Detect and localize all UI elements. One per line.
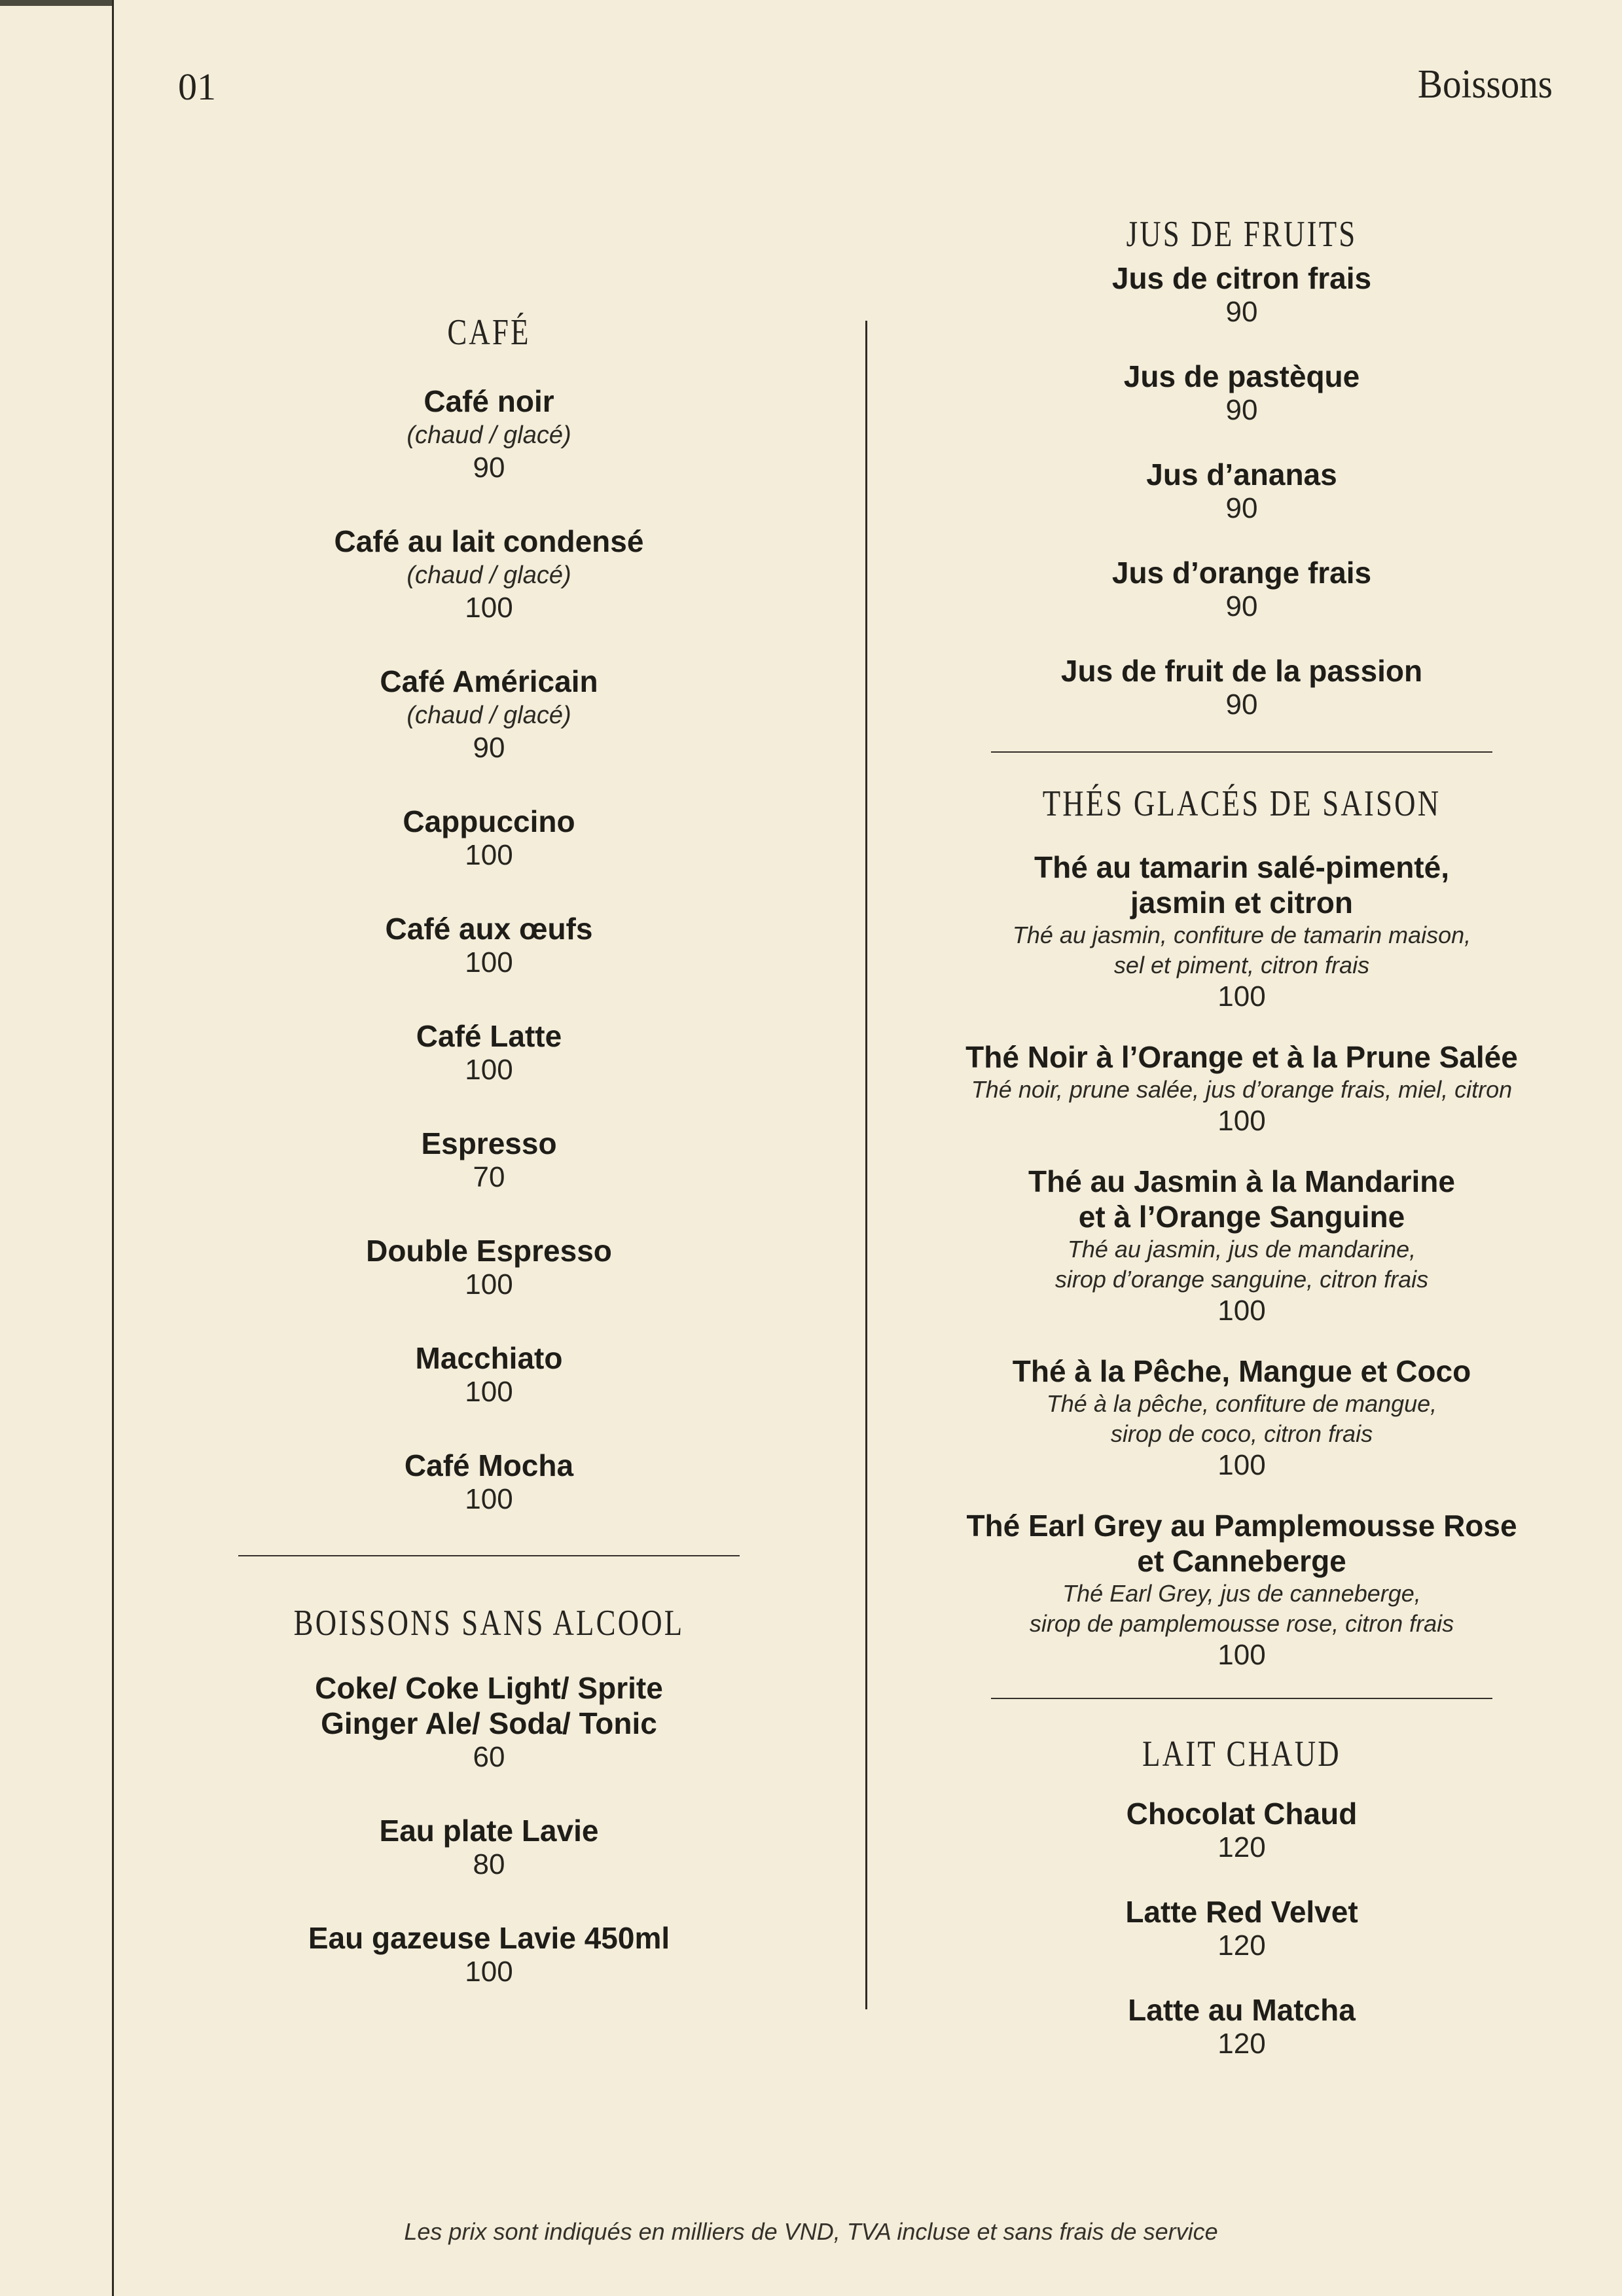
- right-column: [872, 216, 1612, 2090]
- item-description: Thé à la pêche, confiture de mangue,: [1046, 1390, 1437, 1417]
- item-name: Thé Earl Grey au Pamplemousse Rose: [966, 1509, 1517, 1543]
- left-column: [113, 314, 865, 2028]
- item-price: 100: [465, 592, 513, 624]
- item-name: Café aux œufs: [385, 912, 593, 946]
- item-name: Thé au Jasmin à la Mandarine: [1028, 1164, 1455, 1198]
- section-divider: [991, 1698, 1492, 1699]
- section-heading-cafe: CAFÉ: [447, 312, 531, 353]
- item-price: 100: [465, 1268, 513, 1300]
- item-name: Cappuccino: [403, 804, 575, 838]
- footer-note: Les prix sont indiqués en milliers de VND, TVA incluse et sans frais de service: [404, 2218, 1218, 2245]
- item-price: 100: [465, 1956, 513, 1988]
- item-price: 120: [1217, 2028, 1266, 2060]
- menu-item-cafe-latte: [113, 1018, 865, 1086]
- section-divider: [991, 751, 1492, 753]
- item-name: Café Latte: [416, 1019, 562, 1053]
- column-divider-rule: [865, 321, 867, 2009]
- item-name: Latte au Matcha: [1128, 1993, 1356, 2027]
- item-subtitle: (chaud / glacé): [406, 562, 571, 589]
- section-heading-lait-chaud: LAIT CHAUD: [1142, 1734, 1341, 1774]
- item-price: 90: [473, 732, 505, 764]
- item-name: Jus d’orange frais: [1111, 556, 1372, 590]
- item-name: Café Américain: [380, 664, 598, 698]
- menu-item-jus-passion: [872, 653, 1612, 721]
- menu-item-eau-gazeuse: [113, 1920, 865, 1988]
- item-price: 80: [473, 1848, 505, 1880]
- menu-item-chocolat-chaud: [872, 1796, 1612, 1864]
- page-title: Boissons: [1417, 62, 1553, 107]
- item-price: 100: [1217, 1449, 1266, 1481]
- menu-item-the-jasmin-mandarine: [872, 1164, 1612, 1327]
- item-name: Café noir: [424, 384, 554, 418]
- item-name: Espresso: [421, 1126, 557, 1160]
- item-price: 90: [1225, 689, 1258, 721]
- menu-item-double-espresso: [113, 1233, 865, 1301]
- item-description: sel et piment, citron frais: [1113, 952, 1370, 978]
- item-price: 100: [465, 1376, 513, 1408]
- menu-item-cafe-aux-oeufs: [113, 911, 865, 979]
- item-name: Coke/ Coke Light/ Sprite: [315, 1671, 663, 1705]
- item-name: Macchiato: [415, 1341, 563, 1375]
- menu-item-eau-plate: [113, 1813, 865, 1881]
- menu-item-the-noir-orange: [872, 1039, 1612, 1138]
- item-description: Thé au jasmin, jus de mandarine,: [1067, 1236, 1416, 1263]
- menu-item-jus-pasteque: [872, 359, 1612, 427]
- item-description: Thé Earl Grey, jus de canneberge,: [1062, 1580, 1421, 1607]
- item-name: Thé au tamarin salé-pimenté,: [1034, 850, 1449, 884]
- top-edge-strip: [0, 0, 112, 6]
- page-number: 01: [178, 65, 216, 108]
- item-price: 90: [1225, 296, 1258, 328]
- item-name: Café au lait condensé: [334, 524, 644, 558]
- item-name: Jus de citron frais: [1111, 261, 1372, 295]
- menu-item-cappuccino: [113, 804, 865, 872]
- menu-item-the-peche: [872, 1354, 1612, 1482]
- item-description: sirop d’orange sanguine, citron frais: [1054, 1266, 1429, 1293]
- item-name: Jus d’ananas: [1146, 457, 1337, 492]
- section-heading-jus-de-fruits: JUS DE FRUITS: [1126, 214, 1358, 255]
- item-description: sirop de coco, citron frais: [1110, 1420, 1373, 1447]
- item-name: et à l’Orange Sanguine: [1078, 1200, 1405, 1234]
- menu-item-latte-red-velvet: [872, 1894, 1612, 1962]
- item-price: 90: [473, 452, 505, 484]
- menu-item-latte-matcha: [872, 1992, 1612, 2060]
- item-price: 90: [1225, 394, 1258, 426]
- item-price: 100: [465, 1054, 513, 1086]
- menu-item-the-earl-grey: [872, 1508, 1612, 1672]
- item-price: 100: [1217, 980, 1266, 1013]
- menu-item-the-tamarin: [872, 850, 1612, 1013]
- item-name: Latte Red Velvet: [1125, 1895, 1358, 1929]
- item-description: Thé au jasmin, confiture de tamarin maison,: [1012, 922, 1471, 948]
- item-price: 90: [1225, 590, 1258, 622]
- item-price: 120: [1217, 1831, 1266, 1863]
- item-name: Double Espresso: [366, 1234, 612, 1268]
- item-price: 120: [1217, 1929, 1266, 1962]
- menu-item-cafe-mocha: [113, 1448, 865, 1516]
- menu-item-jus-citron: [872, 260, 1612, 329]
- item-name: Ginger Ale/ Soda/ Tonic: [321, 1706, 657, 1740]
- menu-item-jus-ananas: [872, 457, 1612, 525]
- section-heading-boissons-sans-alcool: BOISSONS SANS ALCOOL: [293, 1603, 685, 1643]
- item-subtitle: (chaud / glacé): [406, 702, 571, 729]
- item-price: 60: [473, 1741, 505, 1773]
- item-description: sirop de pamplemousse rose, citron frais: [1029, 1610, 1454, 1637]
- item-name: Thé à la Pêche, Mangue et Coco: [1012, 1354, 1471, 1388]
- menu-item-espresso: [113, 1126, 865, 1194]
- item-name: Thé Noir à l’Orange et à la Prune Salée: [965, 1040, 1518, 1074]
- item-name: jasmin et citron: [1130, 886, 1353, 920]
- item-subtitle: (chaud / glacé): [406, 422, 571, 449]
- section-divider: [238, 1555, 740, 1556]
- menu-item-macchiato: [113, 1340, 865, 1408]
- item-name: Eau plate Lavie: [379, 1814, 599, 1848]
- item-price: 100: [465, 1483, 513, 1515]
- menu-item-cafe-au-lait: [113, 524, 865, 624]
- item-name: Jus de pastèque: [1123, 359, 1360, 393]
- menu-item-sodas: [113, 1670, 865, 1774]
- item-description: Thé noir, prune salée, jus d’orange frais, miel, citron: [971, 1076, 1513, 1103]
- item-price: 100: [1217, 1639, 1266, 1671]
- item-name: et Canneberge: [1137, 1544, 1346, 1578]
- item-name: Eau gazeuse Lavie 450ml: [308, 1921, 670, 1955]
- section-heading-thes-glaces: THÉS GLACÉS DE SAISON: [1042, 783, 1441, 824]
- item-price: 100: [465, 946, 513, 978]
- item-price: 100: [1217, 1105, 1266, 1137]
- menu-item-jus-orange: [872, 555, 1612, 623]
- item-name: Chocolat Chaud: [1126, 1797, 1358, 1831]
- menu-item-cafe-americain: [113, 664, 865, 764]
- item-price: 100: [1217, 1295, 1266, 1327]
- item-price: 90: [1225, 492, 1258, 524]
- item-name: Jus de fruit de la passion: [1060, 654, 1423, 688]
- menu-item-cafe-noir: [113, 384, 865, 484]
- item-price: 70: [473, 1161, 505, 1193]
- item-name: Café Mocha: [404, 1448, 574, 1482]
- item-price: 100: [465, 839, 513, 871]
